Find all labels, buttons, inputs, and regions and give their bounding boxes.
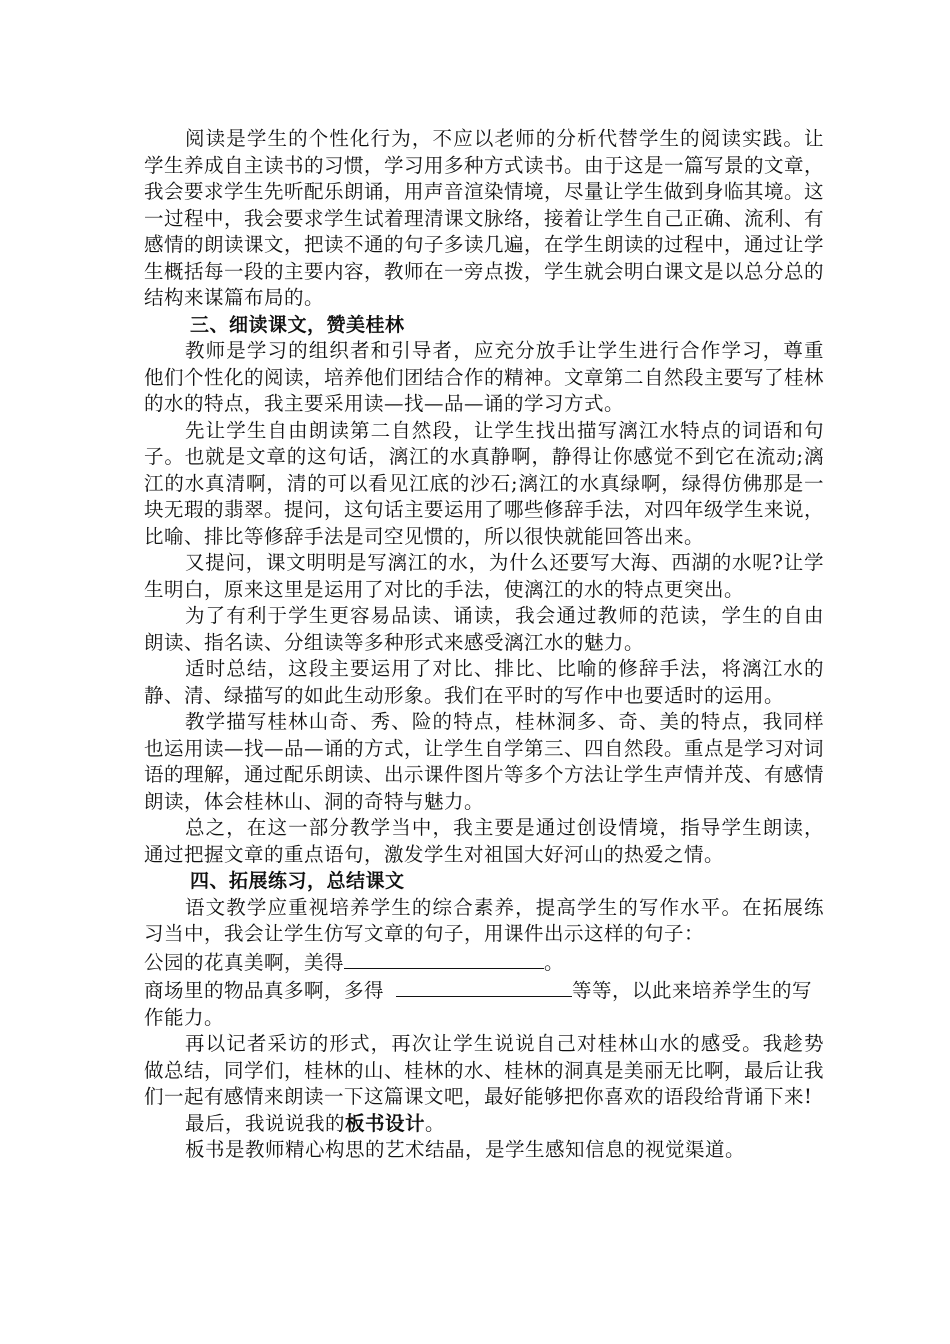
- paragraph-board-description: 板书是教师精心构思的艺术结晶，是学生感知信息的视觉渠道。: [184, 1138, 745, 1161]
- document-body: [144, 126, 824, 1164]
- section-heading-4: 四、拓展练习，总结课文: [190, 870, 405, 892]
- paragraph-reading: 阅读是学生的个性化行为，不应以老师的分析代替学生的阅读实践。让学生养成自主读书的习惯，学习用多种方式读书。由于这是一篇写景的文章，我会要求学生先听配乐朗诵，用声音渲染情境，尽量让学生做到身临其境。这一过程中，我会要求学生试着理清课文脉络，接着让学生自己正确、流利、有感情的朗读课文，把读不通的句子多读几遍，在学生朗读的过程中，通过让学生概括每一段的主要内容，教师在一旁点拨，学生就会明白课文是以总分总的结构来谋篇布局的。: [144, 127, 825, 309]
- paragraph-reading-forms: 为了有利于学生更容易品读、诵读，我会通过教师的范读，学生的自由朗读、指名读、分组读等多种形式来感受漓江水的魅力。: [144, 604, 824, 654]
- paragraph-contrast: 又提问，课文明明是写漓江的水，为什么还要写大海、西湖的水呢?让学生明白，原来这里是运用了对比的手法，使漓江的水的特点更突出。: [144, 551, 824, 601]
- fill-in-sentence-2-text: 商场里的物品真多啊，多得: [144, 979, 385, 1002]
- fill-in-blank-2: [396, 976, 572, 997]
- paragraph-mountains-caves: 教学描写桂林山奇、秀、险的特点，桂林洞多、奇、美的特点，我同样也运用读—找—品—诵的方式，让学生自学第三、四自然段。重点是学习对词语的理解，通过配乐朗读、出示课件图片等多个方法让学生声情并茂、有感情朗读，体会桂林山、洞的奇特与魅力。: [144, 710, 825, 813]
- section-heading-3: 三、细读课文，赞美桂林: [190, 313, 405, 336]
- fill-in-blank-1: [344, 948, 544, 969]
- board-design-term: 板书设计: [344, 1111, 425, 1135]
- paragraph-extension: 语文教学应重视培养学生的综合素养，提高学生的写作水平。在拓展练习当中，我会让学生仿写文章的句子，用课件出示这样的句子：: [144, 895, 824, 945]
- fill-in-sentence-1-end: 。: [544, 950, 565, 974]
- paragraph-interview: 再以记者采访的形式，再次让学生说说自己对桂林山水的感受。我趁势做总结，同学们，桂林的山、桂林的水、桂林的洞真是美丽无比啊，最后让我们一起有感情来朗读一下这篇课文吧，最好能够把你喜欢的语段给背诵下来!: [144, 1032, 825, 1108]
- paragraph-board-intro: [144, 1111, 824, 1138]
- board-intro-text: 最后，我说说我的: [184, 1111, 345, 1135]
- fill-in-sentence-1-text: 公园的花真美啊，美得: [144, 950, 345, 974]
- board-intro-end: 。: [424, 1111, 445, 1135]
- paragraph-teacher-role: 教师是学习的组织者和引导者，应充分放手让学生进行合作学习，尊重他们个性化的阅读，培养他们团结合作的精神。文章第二自然段主要写了桂林的水的特点，我主要采用读—找—品—诵的学习方式。: [144, 339, 825, 415]
- fill-in-sentence-1: [144, 948, 824, 977]
- fill-in-sentence-2: [144, 976, 824, 1031]
- fill-in-sentence-2-end: 等等，以此来培养学生的写作能力。: [144, 979, 813, 1029]
- paragraph-second-section: 先让学生自由朗读第二自然段，让学生找出描写漓江水特点的词语和句子。也就是文章的这句话，漓江的水真静啊，静得让你感觉不到它在流动;漓江的水真清啊，清的可以看见江底的沙石;漓江的水真绿啊，绿得仿佛那是一块无瑕的翡翠。提问，这句话主要运用了哪些修辞手法，对四年级学生来说，比喻、排比等修辞手法是司空见惯的，所以很快就能回答出来。: [144, 418, 825, 548]
- paragraph-summary-rhetoric: 适时总结，这段主要运用了对比、排比、比喻的修辞手法，将漓江水的静、清、绿描写的如此生动形象。我们在平时的写作中也要适时的运用。: [144, 657, 824, 707]
- paragraph-conclusion-part: 总之，在这一部分教学当中，我主要是通过创设情境，指导学生朗读，通过把握文章的重点语句，激发学生对祖国大好河山的热爱之情。: [144, 816, 824, 866]
